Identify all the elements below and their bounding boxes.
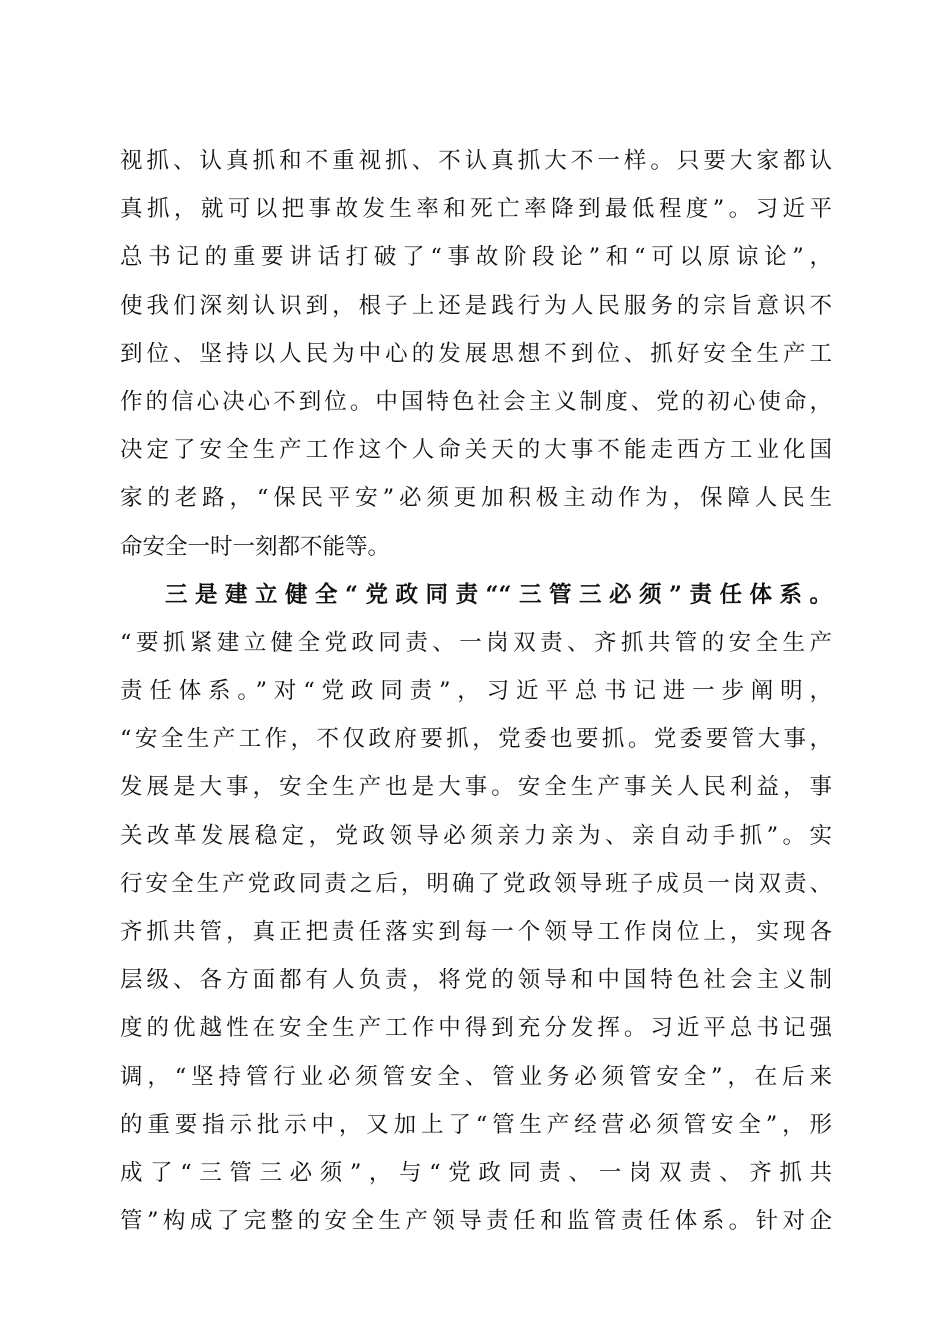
text-line: 齐抓共管，真正把责任落实到每一个领导工作岗位上，实现各 <box>120 919 832 945</box>
text-line: 决定了安全生产工作这个人命关天的大事不能走西方工业化国 <box>120 437 832 464</box>
text-line: 发展是大事，安全生产也是大事。安全生产事关人民利益，事 <box>120 774 832 801</box>
text-line: 真抓，就可以把事故发生率和死亡率降到最低程度”。习近平 <box>120 196 832 223</box>
text-line: 行安全生产党政同责之后，明确了党政领导班子成员一岗双责、 <box>120 870 832 897</box>
text-line: 成了“三管三必须”，与“党政同责、一岗双责、齐抓共 <box>120 1159 832 1186</box>
text-line: “安全生产工作，不仅政府要抓，党委也要抓。党委要管大事， <box>120 726 832 753</box>
paragraph-2 <box>120 571 832 1246</box>
text-line: 到位、坚持以人民为中心的发展思想不到位、抓好安全生产工 <box>120 340 832 367</box>
text-line: 使我们深刻认识到，根子上还是践行为人民服务的宗旨意识不 <box>120 292 832 319</box>
body-text <box>120 137 832 1245</box>
section-heading: 三是建立健全“党政同责““三管三必须”责任体系。 <box>165 581 832 608</box>
text-line: 责任体系。”对“党政同责”，习近平总书记进一步阐明， <box>120 678 832 705</box>
text-line: 家的老路，“保民平安”必须更加积极主动作为，保障人民生 <box>120 485 832 512</box>
text-line: 的重要指示批示中，又加上了“管生产经营必须管安全”，形 <box>120 1111 832 1138</box>
text-line: “要抓紧建立健全党政同责、一岗双责、齐抓共管的安全生产 <box>120 629 832 656</box>
text-line: 度的优越性在安全生产工作中得到充分发挥。习近平总书记强 <box>120 1015 832 1042</box>
text-line: 总书记的重要讲话打破了“事故阶段论”和“可以原谅论”， <box>120 244 832 271</box>
text-line: 关改革发展稳定，党政领导必须亲力亲为、亲自动手抓”。实 <box>120 822 832 849</box>
text-line: 层级、各方面都有人负责，将党的领导和中国特色社会主义制 <box>120 967 832 994</box>
text-line: 作的信心决心不到位。中国特色社会主义制度、党的初心使命， <box>120 388 832 415</box>
text-line: 命安全一时一刻都不能等。 <box>120 533 391 560</box>
text-line: 视抓、认真抓和不重视抓、不认真抓大不一样。只要大家都认 <box>120 148 832 174</box>
paragraph-1 <box>120 137 832 571</box>
text-line: 调，“坚持管行业必须管安全、管业务必须管安全”，在后来 <box>120 1063 832 1090</box>
text-line: 管”构成了完整的安全生产领导责任和监管责任体系。针对企 <box>120 1208 832 1235</box>
